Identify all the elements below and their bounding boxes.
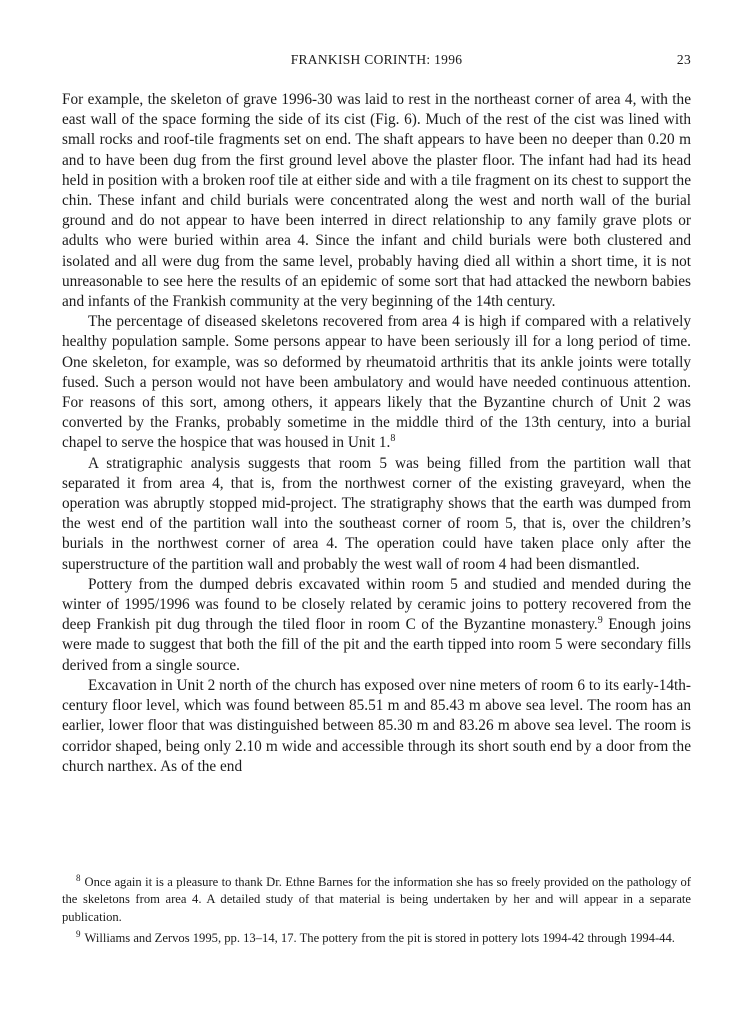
paragraph-4 <box>62 575 691 676</box>
paragraph-5 <box>62 676 691 777</box>
footnote-9-text: Williams and Zervos 1995, pp. 13–14, 17. The pottery from the pit is stored in pottery lots 1994-42 through 1994-44. <box>84 931 675 946</box>
paragraph-1-text: For example, the skeleton of grave 1996-30 was laid to rest in the northeast corner of area 4, with the east wall of the space forming the side of its cist (Fig. 6). Much of the rest of the cist was lined with small rocks and roof-tile fragments set on end. The shaft appears to have been no deeper than 0.20 m and to have been dug from the first ground level above the plaster floor. The infant had had its head held in position with a broken roof tile at either side and with a tile fragment on its chest to support the chin. These infant and child burials were concentrated along the west and north wall of the burial ground and do not appear to have been interred in direct relationship to any family grave plots or adults who were buried within area 4. Since the infant and child burials were both clustered and isolated and all were dug from the same level, probably having died all within a short time, it is not unreasonable to see here the results of an epidemic of some sort that had attacked the newborn babies and infants of the Frankish community at the very beginning of the 14th century. <box>62 91 691 311</box>
paragraph-4-text-after: Enough joins were made to suggest that both the fill of the pit and the earth tipped into room 5 were secondary fills derived from a single source. <box>62 616 691 674</box>
footnote-9 <box>62 930 691 947</box>
running-title: FRANKISH CORINTH: 1996 <box>290 52 463 67</box>
paragraph-2-text: The percentage of diseased skeletons recovered from area 4 is high if compared with a relatively healthy population sample. Some persons appear to have been seriously ill for a long period of time. One skeleton, for example, was so deformed by rheumatoid arthritis that its ankle joints were totally fused. Such a person would not have been ambulatory and would have needed continuous attention. For reasons of this sort, among others, it appears likely that the Byzantine church of Unit 2 was converted by the Franks, probably sometime in the middle third of the 13th century, into a burial chapel to serve the hospice that was housed in Unit 1. <box>62 313 691 452</box>
running-head <box>62 52 691 76</box>
footnote-8-text: Once again it is a pleasure to thank Dr. Ethne Barnes for the information she has so freely provided on the pathology of the skeletons from area 4. A detailed study of that material is being undertaken by her and will appear in a separate publication. <box>62 875 691 924</box>
paragraph-3 <box>62 454 691 575</box>
page <box>62 52 691 777</box>
footnote-8-mark: 8 <box>76 873 81 883</box>
paragraph-5-text: Excavation in Unit 2 north of the church has exposed over nine meters of room 6 to its early-14th-century floor level, which was found between 85.51 m and 85.43 m above sea level. The room has an earlier, lower floor that was distinguished between 85.30 m and 83.26 m above sea level. The room is corridor shaped, being only 2.10 m wide and accessible through its short south end by a door from the church narthex. As of the end <box>62 676 691 775</box>
footnotes <box>62 874 691 952</box>
paragraph-1 <box>62 90 691 312</box>
footnote-8 <box>62 874 691 926</box>
paragraph-3-text: A stratigraphic analysis suggests that room 5 was being filled from the partition wall that separated it from area 4, that is, from the northwest corner of the existing graveyard, when the operation was abruptly stopped mid-project. The stratigraphy shows that the earth was dumped from the west end of the partition wall into the southeast corner of room 5, that is, over the children’s burials in the northwest corner of area 4. The operation could have taken place only after the superstructure of the partition wall and probably the west wall of room 4 had been dismantled. <box>62 454 691 573</box>
footnote-ref-8[interactable]: 8 <box>390 433 396 445</box>
paragraph-2 <box>62 312 691 453</box>
body-text <box>62 90 691 777</box>
page-number: 23 <box>676 52 691 67</box>
paragraph-4-text: Pottery from the dumped debris excavated within room 5 and studied and mended during the winter of 1995/1996 was found to be closely related by ceramic joins to pottery recovered from the deep Frankish pit dug through the tiled floor in room C of the Byzantine monastery. <box>62 575 691 634</box>
footnote-ref-9[interactable]: 9 <box>597 615 603 627</box>
footnote-9-mark: 9 <box>76 929 81 940</box>
